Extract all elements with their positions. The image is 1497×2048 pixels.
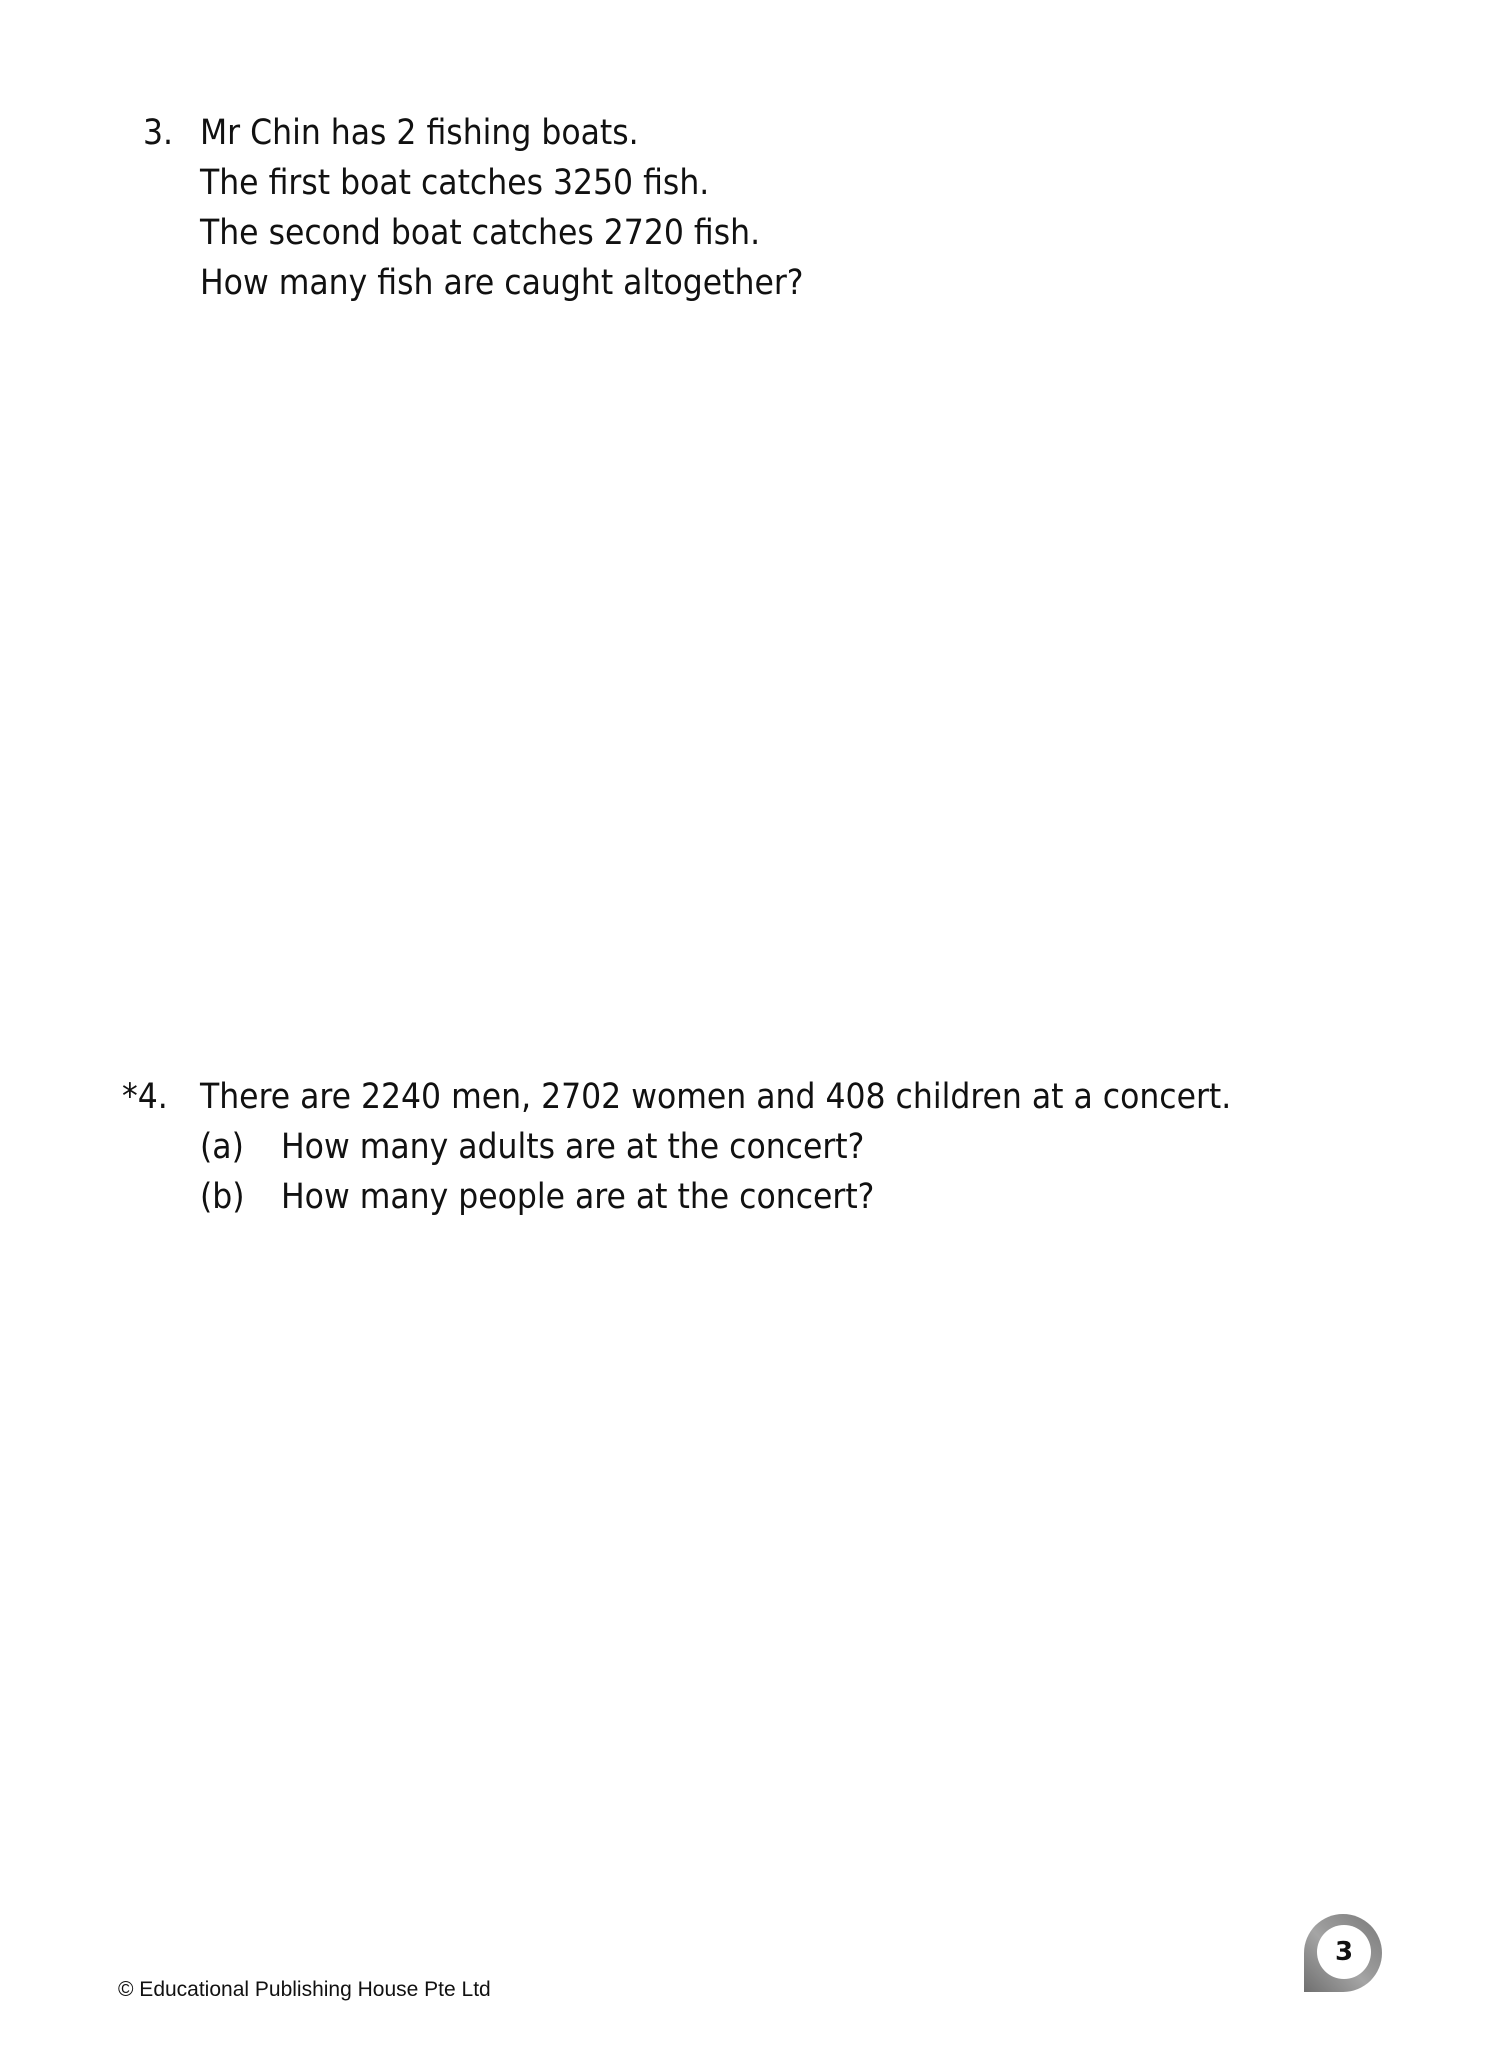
question-3 <box>143 108 1343 318</box>
question-stem: There are 2240 men, 2702 women and 408 children at a concert. <box>200 1077 1232 1117</box>
part-b-label: (b) <box>200 1177 245 1217</box>
copyright-footer: © Educational Publishing House Pte Ltd <box>118 1978 491 2001</box>
question-line: The second boat catches 2720 fish. <box>200 213 761 253</box>
part-a-text: How many adults are at the concert? <box>281 1127 865 1167</box>
question-4 <box>122 1072 1422 1242</box>
question-line: The first boat catches 3250 fish. <box>200 163 710 203</box>
part-a-label: (a) <box>200 1127 244 1167</box>
page-number: 3 <box>1334 1937 1354 1967</box>
question-line: Mr Chin has 2 fishing boats. <box>200 113 639 153</box>
question-number: 3. <box>143 113 174 153</box>
question-number: *4. <box>122 1077 168 1117</box>
question-line: How many fish are caught altogether? <box>200 263 804 303</box>
page-number-badge <box>1304 1914 1382 1992</box>
part-b-text: How many people are at the concert? <box>281 1177 875 1217</box>
